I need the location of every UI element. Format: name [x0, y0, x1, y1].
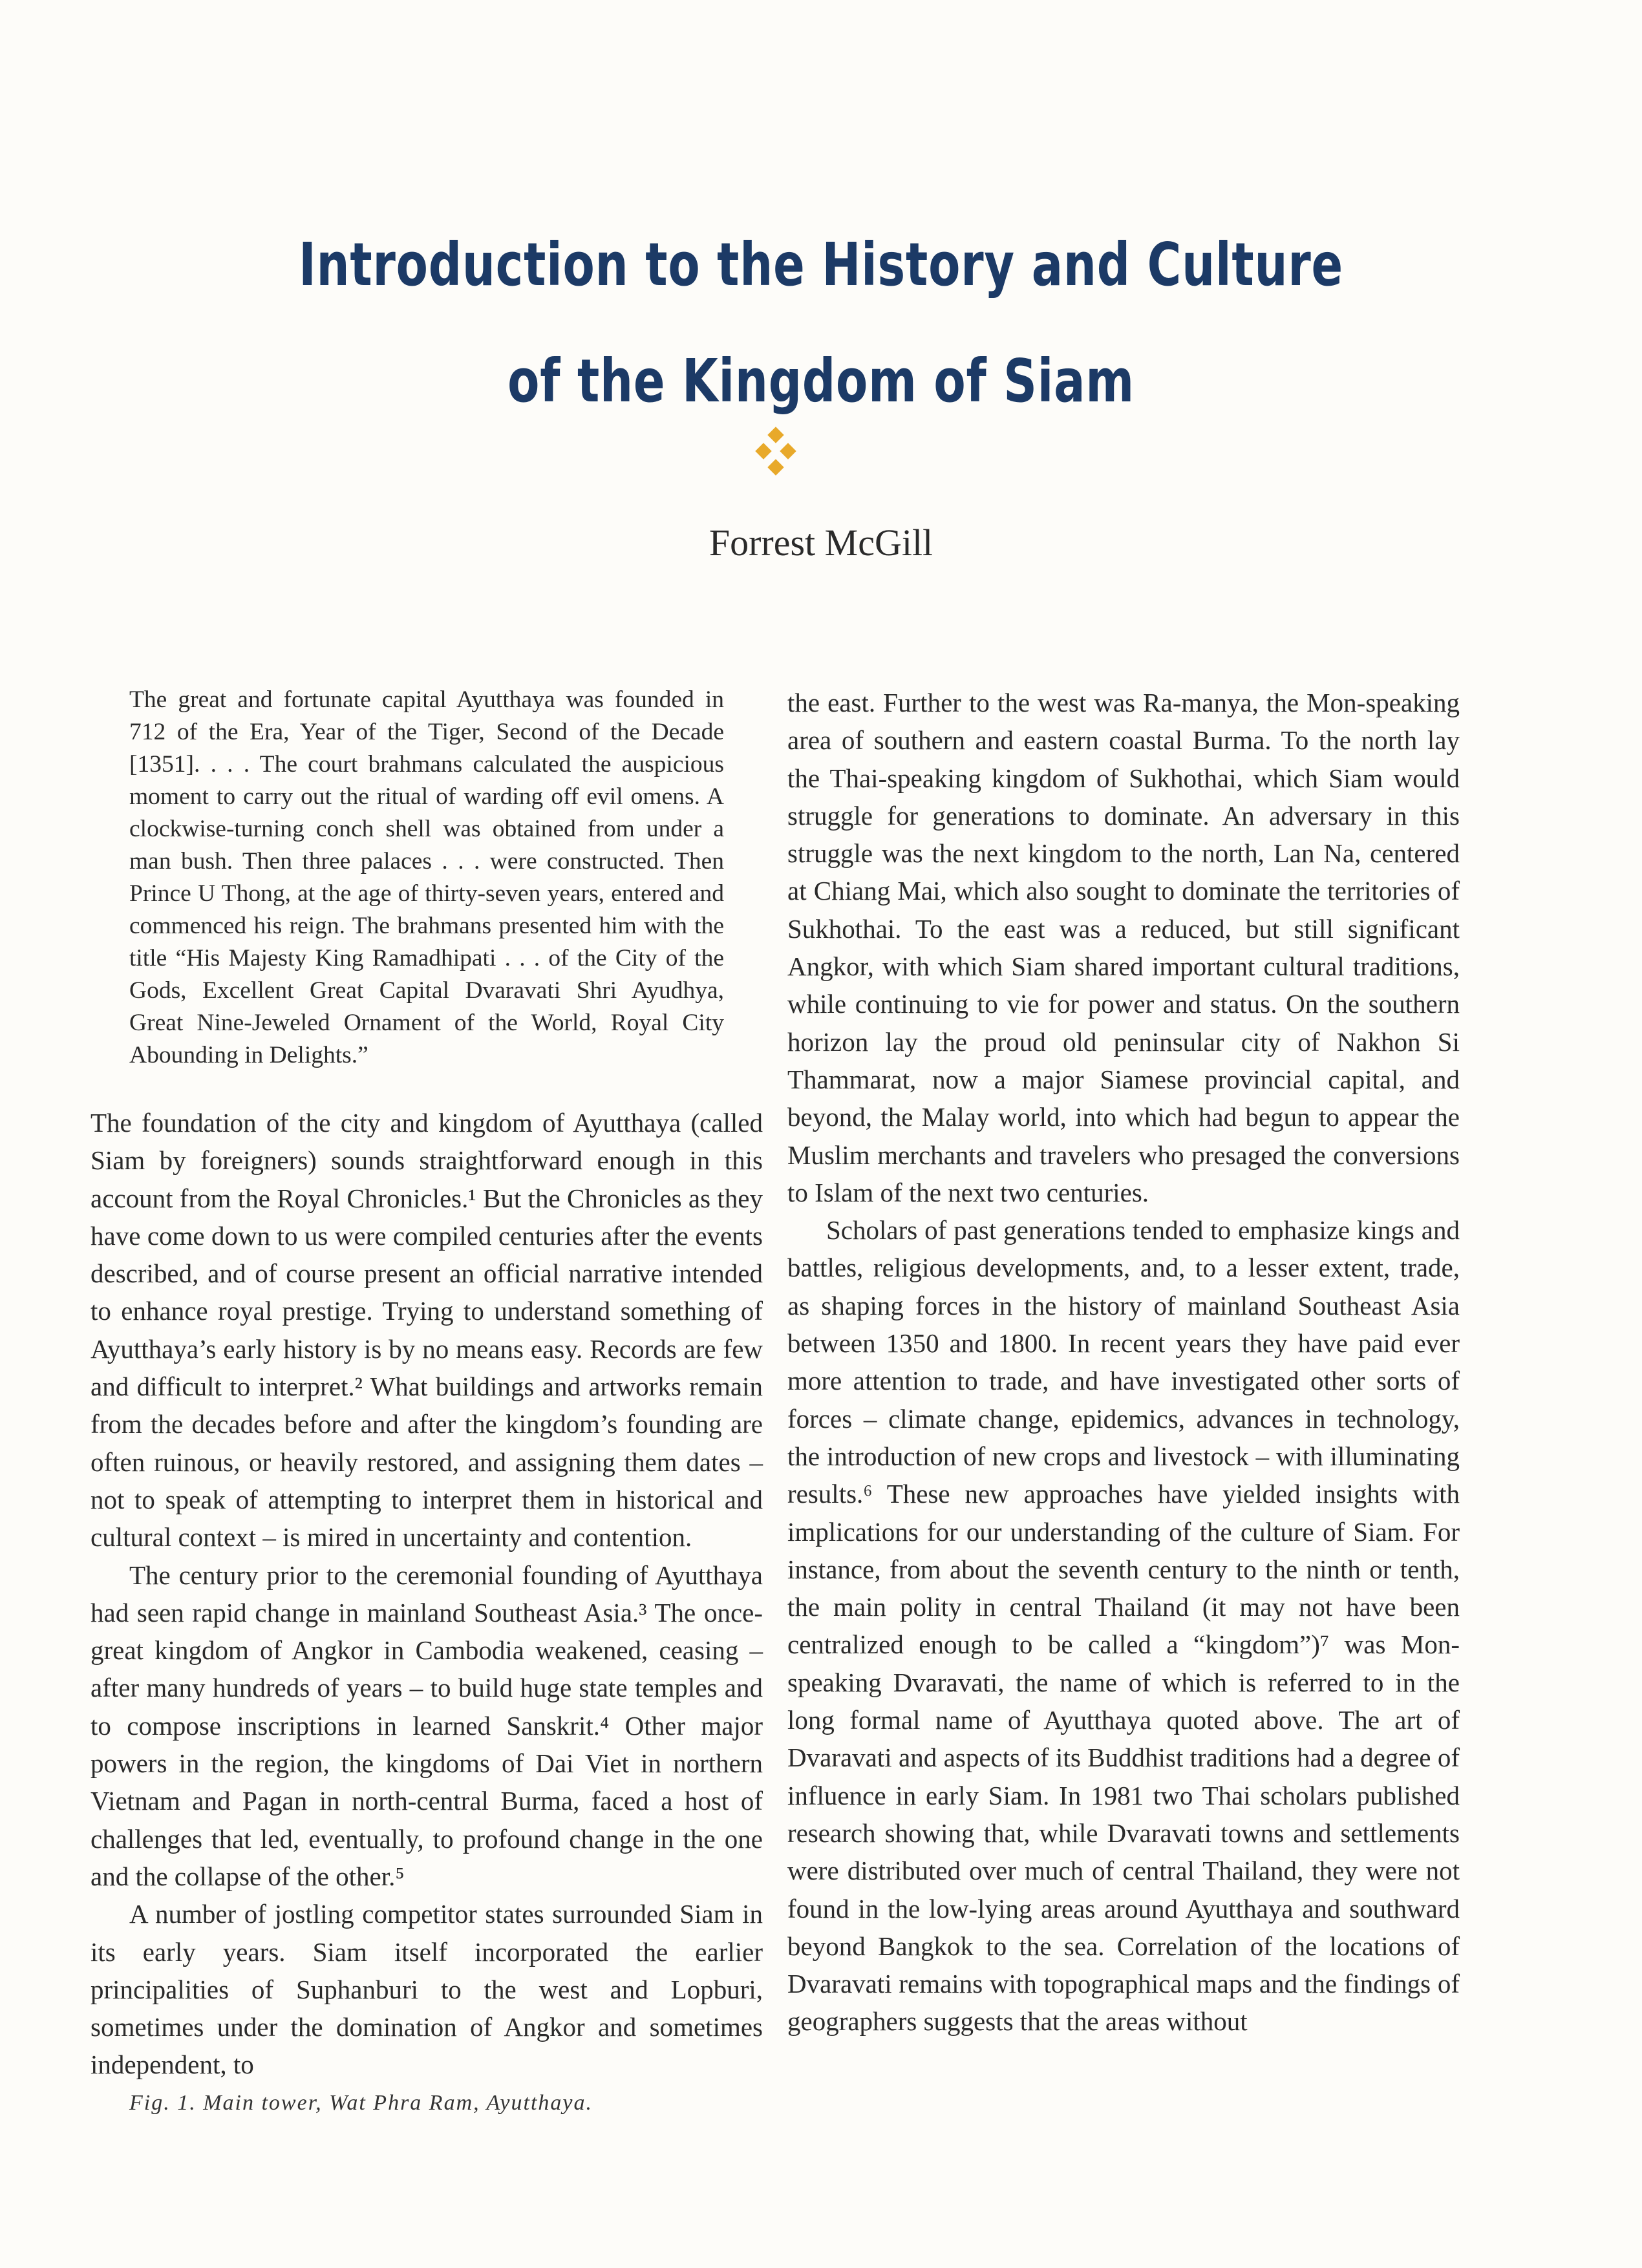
title-line-2: of the Kingdom of Siam — [507, 346, 1135, 416]
title-line-1: Introduction to the History and Culture — [299, 230, 1343, 299]
diamond-ornament-icon — [750, 425, 802, 477]
right-column — [787, 684, 1460, 2040]
body-paragraph: The foundation of the city and kingdom of Ayutthaya (called Siam by foreigners) sounds straightforward enough in this account from the Royal Chronicles.¹ But the Chronicles as they have come down to us were compiled centuries after the events described, and of course present an official narrative intended to enhance royal prestige. Trying to understand something of Ayutthaya’s early history is by no means easy. Records are few and difficult to interpret.² What buildings and artworks remain from the decades before and after the kingdom’s founding are often ruinous, or heavily restored, and assigning them dates – not to speak of attempting to interpret them in historical and cultural context – is mired in uncertainty and contention. — [91, 1108, 763, 1553]
ornament-diamond-left — [755, 443, 771, 459]
epigraph-quote: The great and fortunate capital Ayutthaya was founded in 712 of the Era, Year of the Tiger, Second of the Decade [1351]. . . . The court brahmans calculated the auspicious moment to carry out the ritual of warding off evil omens. A clockwise-turning conch shell was obtained from under a man bush. Then three palaces . . . were constructed. Then Prince U Thong, at the age of thirty-seven years, entered and commenced his reign. The brahmans presented him with the title “His Majesty King Ramadhipati . . . of the City of the Gods, Excellent Great Capital Dvaravati Shri Ayudhya, Great Nine-Jeweled Ornament of the World, Royal City Abounding in Delights.” — [129, 686, 724, 1068]
author-name: Forrest McGill — [709, 522, 933, 564]
body-paragraph: Scholars of past generations tended to emphasize kings and battles, religious developments, and, to a lesser extent, trade, as shaping forces in the history of mainland Southeast Asia between 1350 and 1800. In recent years they have paid ever more attention to trade, and have investigated other sorts of forces – climate change, epidemics, advances in technology, the introduction of new crops and livestock – with illuminating results.⁶ These new approaches have yielded insights with implications for our understanding of the culture of Siam. For instance, from about the seventh century to the ninth or tenth, the main polity in central Thailand (it may not have been centralized enough to be called a “kingdom”)⁷ was Mon-speaking Dvaravati, the name of which is referred to in the long formal name of Ayutthaya quoted above. The art of Dvaravati and aspects of its Buddhist traditions had a degree of influence in early Siam. In 1981 two Thai scholars published research showing that, while Dvaravati towns and settlements were distributed over much of central Thailand, they were not found in the low-lying areas around Ayutthaya and southward beyond Bangkok to the sea. Correlation of the locations of Dvaravati remains with topographical maps and the findings of geographers suggests that the areas without — [787, 1215, 1460, 2037]
ornament-diamond-top — [767, 427, 784, 443]
ornament-diamond-right — [780, 443, 796, 459]
body-paragraph: the east. Further to the west was Ra-manya, the Mon-speaking area of southern and eastern coastal Burma. To the north lay the Thai-speaking kingdom of Sukhothai, which Siam would struggle for generations to dominate. An adversary in this struggle was the next kingdom to the north, Lan Na, centered at Chiang Mai, which also sought to dominate the territories of Sukhothai. To the east was a reduced, but still significant Angkor, with which Siam shared important cultural traditions, while continuing to vie for power and status. On the southern horizon lay the proud old peninsular city of Nakhon Si Thammarat, now a major Siamese provincial capital, and beyond, the Malay world, into which had begun to appear the Muslim merchants and travelers who presaged the conversions to Islam of the next two centuries. — [787, 688, 1460, 1207]
figure-caption: Fig. 1. Main tower, Wat Phra Ram, Ayutthaya. — [129, 2091, 593, 2115]
ornament-diamond-bottom — [767, 459, 784, 475]
article-title — [0, 207, 1642, 440]
body-paragraph: A number of jostling competitor states surrounded Siam in its early years. Siam itself incorporated the earlier principalities of Suphanburi to the west and Lopburi, sometimes under the domination of Angkor and sometimes independent, to — [91, 1899, 763, 2080]
body-paragraph: The century prior to the ceremonial founding of Ayutthaya had seen rapid change in mainland Southeast Asia.³ The once-great kingdom of Angkor in Cambodia weakened, ceasing – after many hundreds of years – to build huge state temples and to compose inscriptions in learned Sanskrit.⁴ Other major powers in the region, the kingdoms of Dai Viet in northern Vietnam and Pagan in north-central Burma, faced a host of challenges that led, eventually, to profound change in the one and the collapse of the other.⁵ — [91, 1560, 763, 1891]
left-column — [91, 684, 763, 2084]
